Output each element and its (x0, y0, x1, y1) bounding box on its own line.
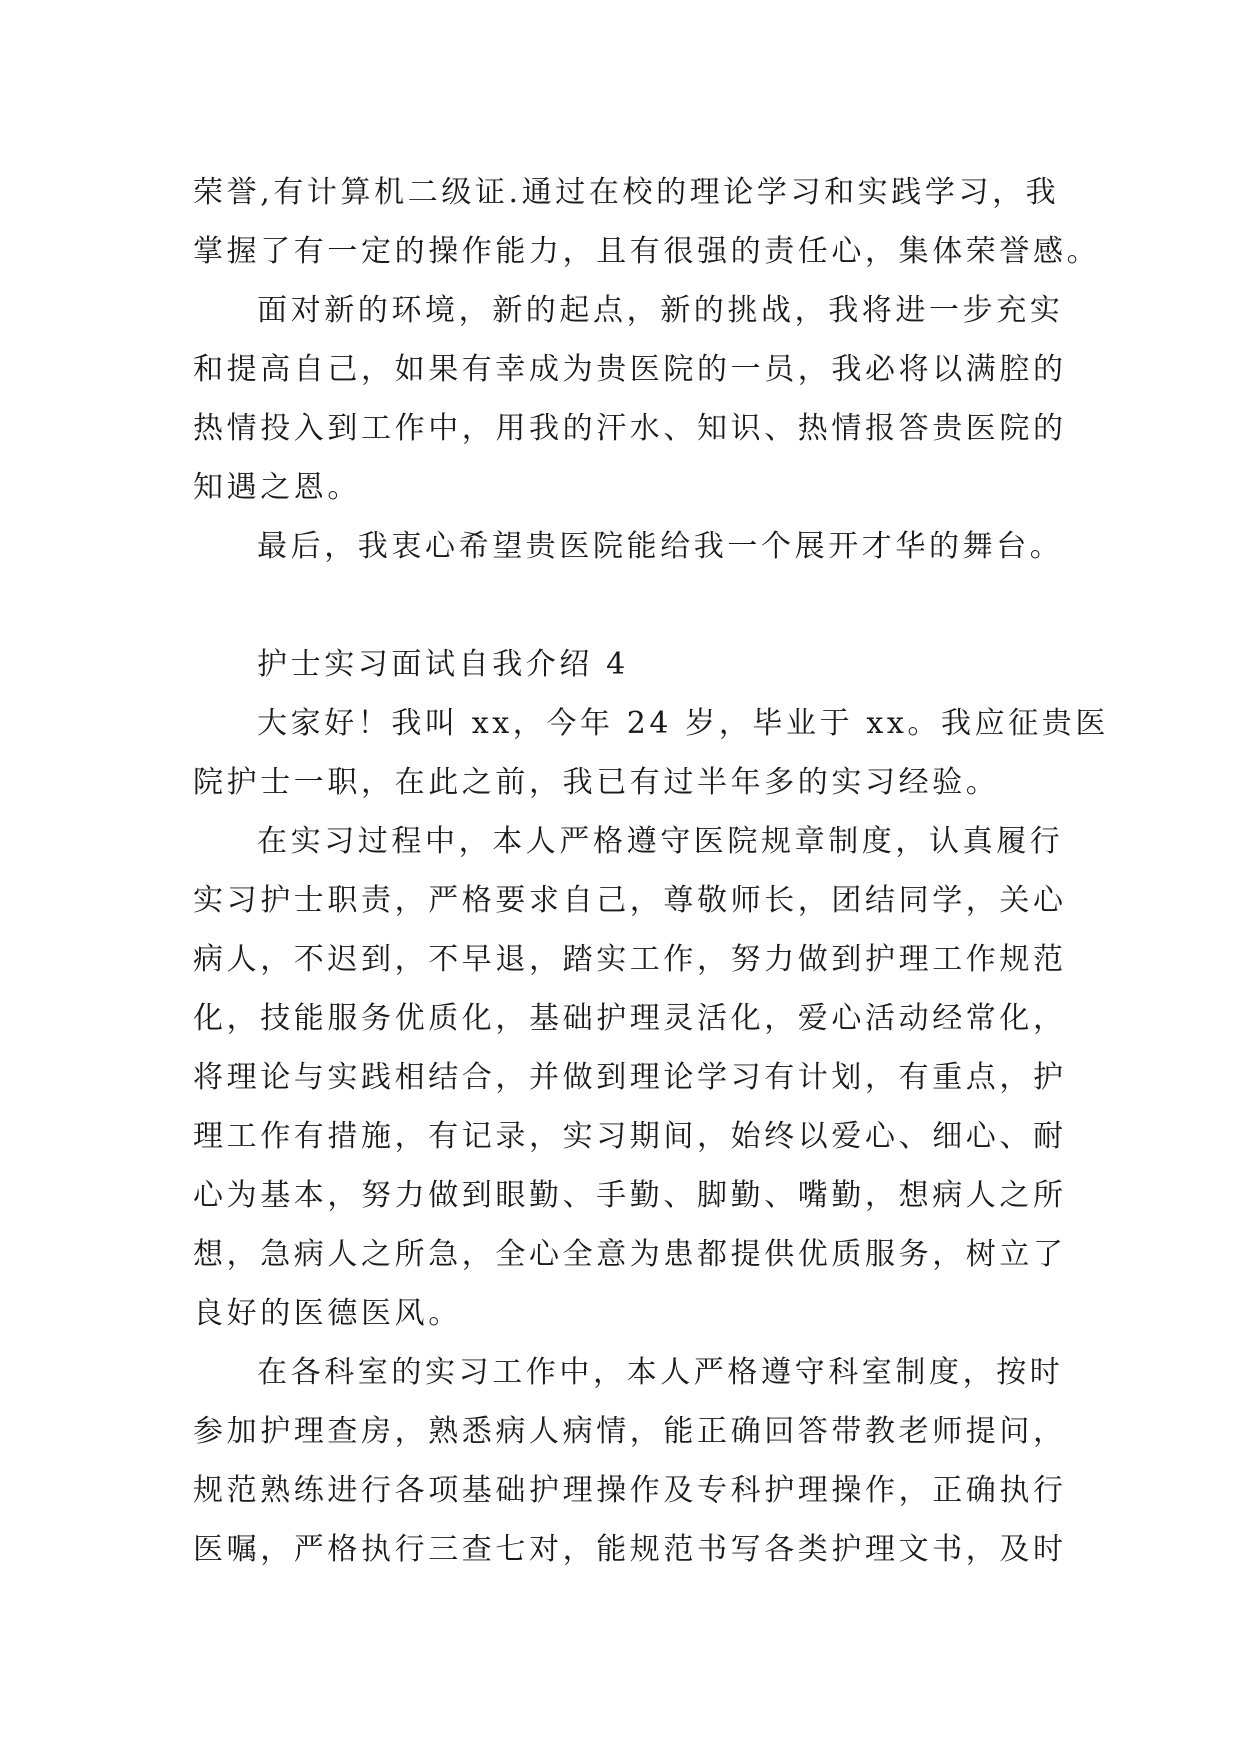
text-line: 在实习过程中，本人严格遵守医院规章制度，认真履行 (257, 824, 1064, 859)
text-line: 知遇之恩。 (193, 470, 361, 505)
text-line: 在各科室的实习工作中，本人严格遵守科室制度，按时 (257, 1355, 1064, 1390)
text-line: 良好的医德医风。 (193, 1296, 462, 1331)
text-line: 规范熟练进行各项基础护理操作及专科护理操作，正确执行 (193, 1473, 1067, 1508)
text-line: 医嘱，严格执行三查七对，能规范书写各类护理文书，及时 (193, 1532, 1067, 1567)
text-line: 想，急病人之所急，全心全意为患都提供优质服务，树立了 (193, 1237, 1067, 1272)
blank-line (193, 576, 1065, 635)
paragraph-honors (193, 163, 1101, 281)
text-line: 热情投入到工作中，用我的汗水、知识、热情报答贵医院的 (193, 411, 1067, 446)
paragraph-greeting (193, 694, 1109, 812)
text-line: 心为基本，努力做到眼勤、手勤、脚勤、嘴勤，想病人之所 (193, 1178, 1067, 1213)
text-line: 病人，不迟到，不早退，踏实工作，努力做到护理工作规范 (193, 942, 1067, 977)
text-line: 最后，我衷心希望贵医院能给我一个展开才华的舞台。 (257, 529, 1064, 564)
text-line: 将理论与实践相结合，并做到理论学习有计划，有重点，护 (193, 1060, 1067, 1095)
text-line: 理工作有措施，有记录，实习期间，始终以爱心、细心、耐 (193, 1119, 1067, 1154)
text-line: 面对新的环境，新的起点，新的挑战，我将进一步充实 (257, 293, 1064, 328)
text-line: 荣誉,有计算机二级证.通过在校的理论学习和实践学习，我 (193, 175, 1060, 210)
text-line: 参加护理查房，熟悉病人病情，能正确回答带教老师提问， (193, 1414, 1067, 1449)
paragraph-internship (193, 812, 1065, 1343)
text-line: 大家好！我叫 xx，今年 24 岁，毕业于 xx。我应征贵医 (257, 706, 1109, 741)
heading-text: 护士实习面试自我介绍 4 (257, 647, 629, 682)
text-line: 化，技能服务优质化，基础护理灵活化，爱心活动经常化， (193, 1001, 1067, 1036)
text-line: 实习护士职责，严格要求自己，尊敬师长，团结同学，关心 (193, 883, 1067, 918)
paragraph-closing (193, 517, 1065, 576)
section-heading (193, 635, 1065, 694)
paragraph-departments (193, 1343, 1065, 1579)
text-line: 和提高自己，如果有幸成为贵医院的一员，我必将以满腔的 (193, 352, 1067, 387)
document-body (193, 163, 1109, 1579)
paragraph-new-challenge (193, 281, 1065, 517)
text-line: 掌握了有一定的操作能力，且有很强的责任心，集体荣誉感。 (193, 234, 1101, 269)
text-line: 院护士一职，在此之前，我已有过半年多的实习经验。 (193, 765, 1000, 800)
